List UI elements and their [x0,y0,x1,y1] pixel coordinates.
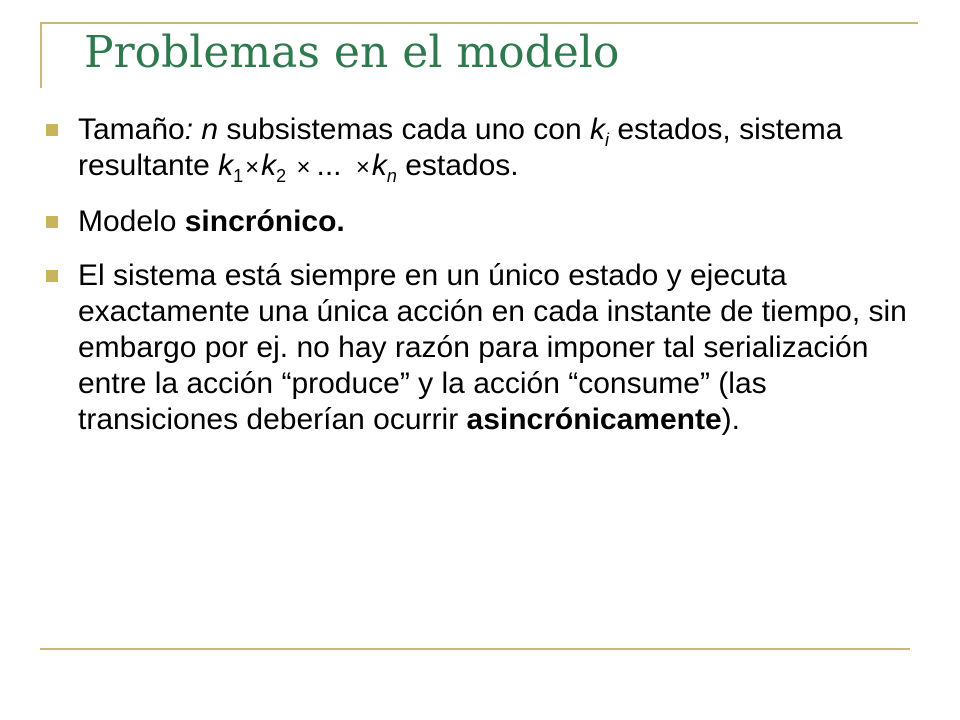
times-symbol-2: × [296,154,311,181]
bullet-item-system-state [44,258,924,438]
var-kn: k [371,149,387,182]
top-rule [40,22,918,24]
bullet-text [78,259,907,436]
var-k1: k [218,149,234,182]
text-states-result: estados, sistema resultante [78,113,843,182]
text-colon: : [184,113,202,146]
bullet-text [78,205,345,238]
square-bullet-icon [46,124,58,136]
sub-n: n [386,166,397,186]
times-symbol-3: × [355,154,370,181]
sub-2: 2 [276,166,287,186]
text-system-description: El sistema está siempre en un único estado y ejecuta exactamente una única acción en cada instante de tiempo, sin embargo por ej. no hay razón para imponer tal serialización entre la acción “produce” y la acción “consume” (las transiciones deberían ocurrir [78,259,907,436]
text-closing: ). [721,403,740,436]
text-model: Modelo [78,205,185,238]
var-k2: k [261,149,277,182]
text-synchronous: sincrónico. [184,205,345,238]
ellipsis: ... [316,149,342,182]
slide-title: Problemas en el modelo [84,27,620,78]
sub-1: 1 [233,166,244,186]
left-rule [40,22,42,88]
bullet-list [44,112,924,456]
times-symbol-1: × [245,154,260,181]
bullet-item-synchronous [44,204,924,240]
text-subsystems: subsistemas cada uno con [218,113,590,146]
bottom-rule [40,648,910,650]
square-bullet-icon [46,216,58,228]
text-size-label: Tamaño [78,113,185,146]
square-bullet-icon [46,270,58,282]
text-asynchronously: asincrónicamente [466,403,722,436]
var-n: n [201,113,219,146]
bullet-item-size [44,112,924,186]
text-states-end: estados. [396,149,519,182]
var-k: k [589,113,605,146]
bullet-text [78,113,843,186]
sub-i: i [604,130,609,150]
